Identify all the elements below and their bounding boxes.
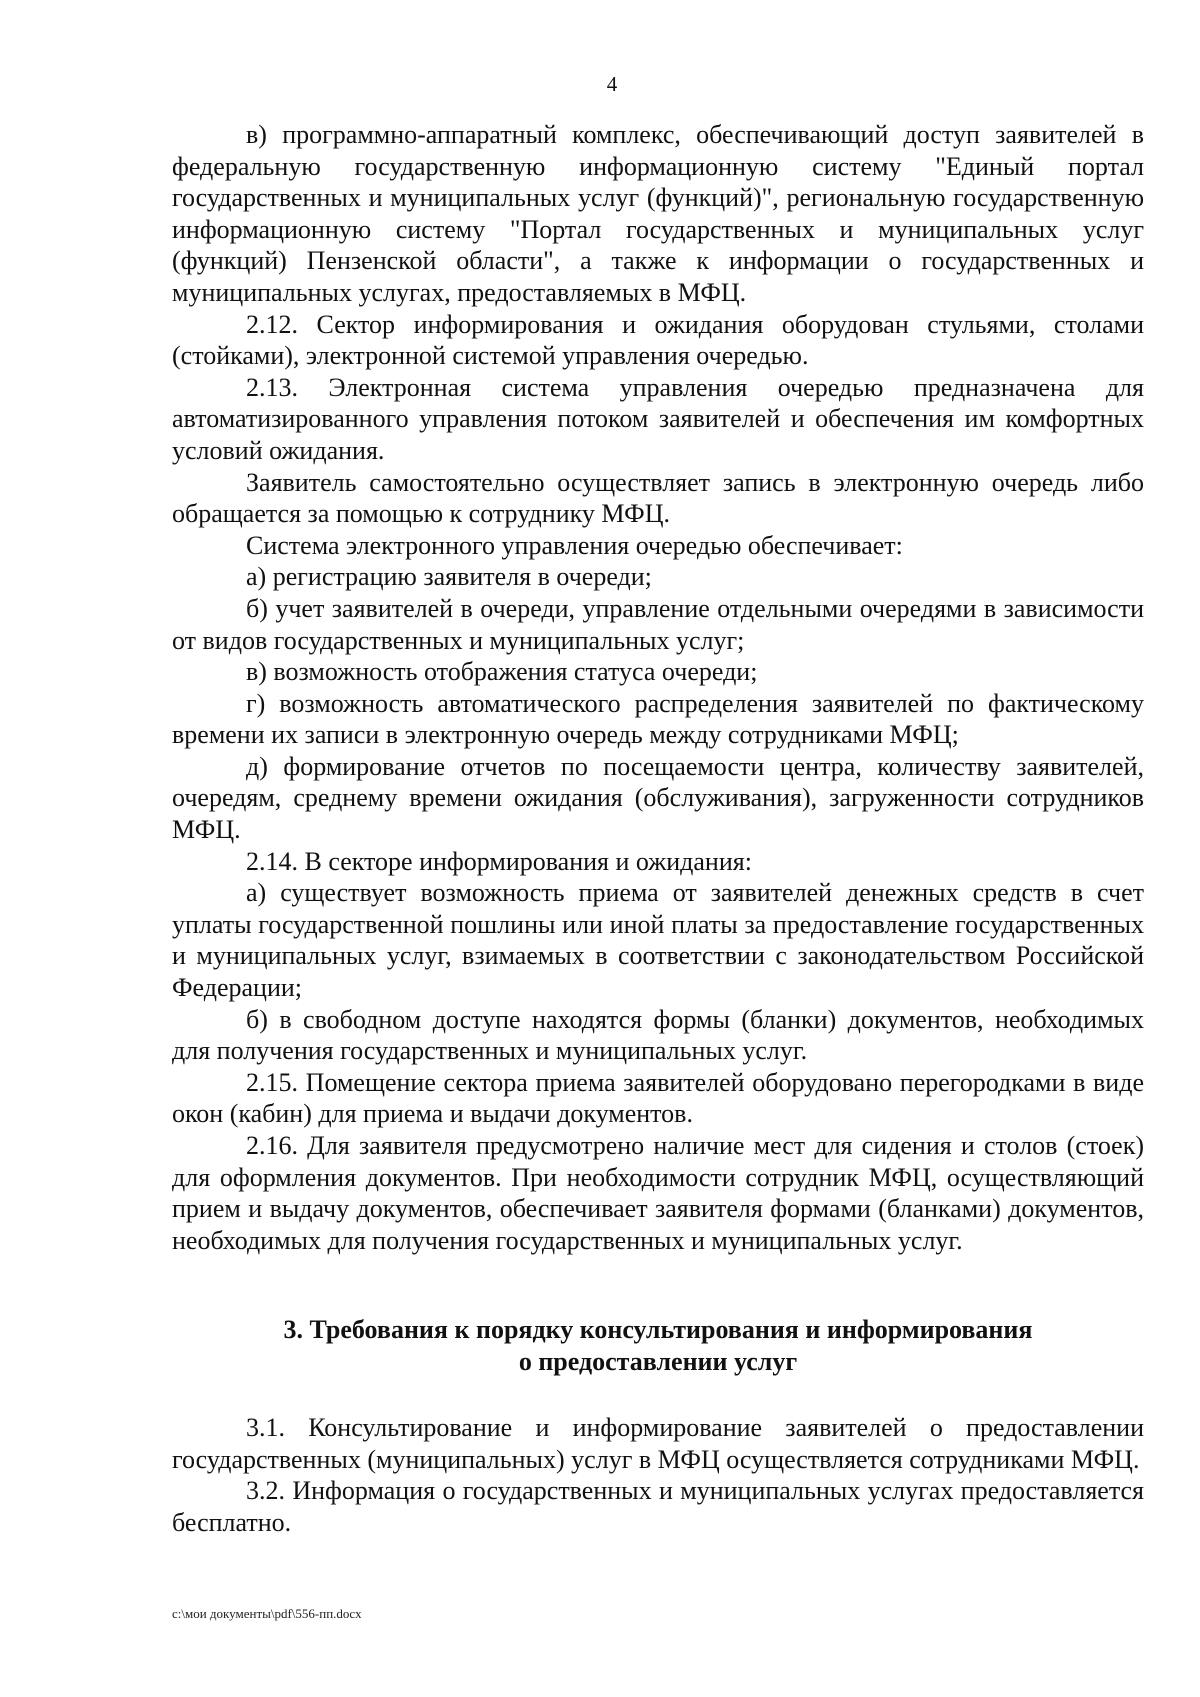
section-3-title-line2: о предоставлении услуг [518,1346,798,1376]
paragraph-3-1: 3.1. Консультирование и информирование заявителей о предоставлении государственных (муниципальных) услуг в МФЦ осуществляется сотрудниками МФЦ. [172,1413,1144,1474]
paragraph-2-12: 2.12. Сектор информирования и ожидания оборудован стульями, столами (стойками), электронной системой управления очередью. [172,309,1144,371]
paragraph-2-15: 2.15. Помещение сектора приема заявителей оборудовано перегородками в виде окон (кабин) для приема и выдачи документов. [172,1067,1144,1129]
list-item-b-forms: б) в свободном доступе находятся формы (бланки) документов, необходимых для получения государственных и муниципальных услуг. [172,1004,1144,1066]
list-item-v-status: в) возможность отображения статуса очереди; [246,657,758,687]
paragraph-2-16: 2.16. Для заявителя предусмотрено наличие мест для сидения и столов (стоек) для оформления документов. При необходимости сотрудник МФЦ, осуществляющий прием и выдачу документов, обеспечивает заявителя формами (бланками) документов, необходимых для получения государственных и муниципальных услуг. [172,1131,1144,1255]
section-3-title-line1: 3. Требования к порядку консультирования и информирования [283,1315,1033,1344]
list-item-a-payments: а) существует возможность приема от заявителей денежных средств в счет уплаты государственной пошлины или иной платы за предоставление государственных и муниципальных услуг, взимаемых в соответствии с законодательством Российской Федерации; [172,878,1144,1003]
list-item-d-reports: д) формирование отчетов по посещаемости центра, количеству заявителей, очередям, среднему времени ожидания (обслуживания), загруженности сотрудников МФЦ. [172,751,1144,845]
paragraph-3-2: 3.2. Информация о государственных и муниципальных услугах предоставляется бесплатно. [172,1476,1144,1537]
list-item-g-distribution: г) возможность автоматического распределения заявителей по фактическому времени их записи в электронную очередь между сотрудниками МФЦ; [172,688,1144,750]
list-item-a-registration: а) регистрацию заявителя в очереди; [246,562,652,592]
paragraph-queue-system-provides: Система электронного управления очередью обеспечивает: [246,530,903,560]
footer-file-path: c:\мои документы\pdf\556-пп.docx [172,1606,362,1621]
section-3-text [172,1412,1144,1538]
paragraph-2-14: 2.14. В секторе информирования и ожидания: [246,846,752,876]
page-number: 4 [606,72,618,96]
paragraph-2-13: 2.13. Электронная система управления очередью предназначена для автоматизированного управления потоком заявителей и обеспечения им комфортных условий ожидания. [172,372,1144,465]
paragraph-applicant-queue: Заявитель самостоятельно осуществляет запись в электронную очередь либо обращается за помощью к сотруднику МФЦ. [172,467,1144,529]
main-text [172,119,1144,1256]
section-3-title [172,1314,1144,1377]
paragraph-2-11-v: в) программно-аппаратный комплекс, обеспечивающий доступ заявителей в федеральную государственную информационную систему "Единый портал государственных и муниципальных услуг (функций)", региональную государственную информационную систему "Портал государственных и муниципальных услуг (функций) Пензенской области", а также к информации о государственных и муниципальных услугах, предоставляемых в МФЦ. [172,120,1144,307]
list-item-b-accounting: б) учет заявителей в очереди, управление отдельными очередями в зависимости от видов государственных и муниципальных услуг; [172,593,1144,655]
